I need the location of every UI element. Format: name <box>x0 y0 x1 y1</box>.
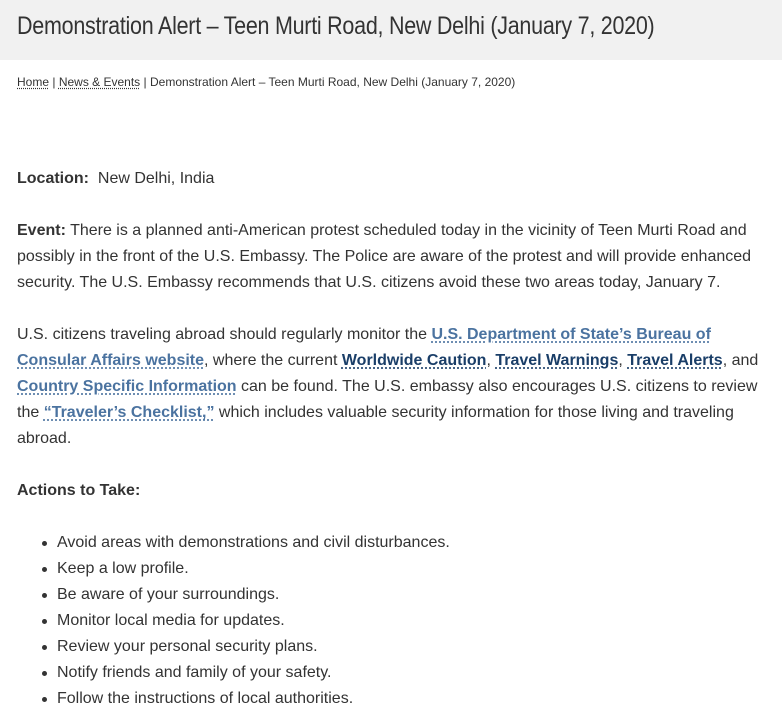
breadcrumb-current: Demonstration Alert – Teen Murti Road, New Delhi (January 7, 2020) <box>149 75 516 89</box>
list-item: Monitor local media for updates. <box>57 608 450 634</box>
page-title: Demonstration Alert – Teen Murti Road, New Delhi (January 7, 2020) <box>17 12 655 40</box>
list-item: Keep a low profile. <box>57 556 450 582</box>
travel-alerts-link[interactable]: Travel Alerts <box>627 352 723 369</box>
breadcrumb <box>17 75 515 89</box>
location-value: New Delhi, India <box>89 170 215 187</box>
monitor-text: , <box>486 352 496 369</box>
breadcrumb-separator: | <box>49 75 59 89</box>
location-label: Location: <box>17 170 89 187</box>
monitor-text: , where the current <box>204 352 342 369</box>
breadcrumb-home-link[interactable]: Home <box>17 75 50 89</box>
monitor-text: can be found. The U.S. embassy also encourages U.S. citizens to review the <box>17 378 758 421</box>
event-paragraph <box>17 218 767 296</box>
list-item: Avoid areas with demonstrations and civil disturbances. <box>57 530 450 556</box>
list-item: Review your personal security plans. <box>57 634 450 660</box>
monitor-paragraph <box>17 322 767 452</box>
country-specific-information-link[interactable]: Country Specific Information <box>17 378 237 395</box>
bureau-consular-affairs-link[interactable]: U.S. Department of State’s Bureau of Consular Affairs website <box>17 326 711 369</box>
monitor-text: which includes valuable security information for those living and traveling abroad. <box>17 404 734 447</box>
travelers-checklist-link[interactable]: “Traveler’s Checklist,” <box>43 404 215 421</box>
actions-list <box>17 530 450 712</box>
monitor-text: U.S. citizens traveling abroad should regularly monitor the <box>17 326 432 343</box>
travel-warnings-link[interactable]: Travel Warnings <box>495 352 619 369</box>
title-bar <box>0 0 782 60</box>
actions-heading: Actions to Take: <box>17 482 141 499</box>
list-item: Notify friends and family of your safety. <box>57 660 450 686</box>
event-label: Event: <box>17 222 66 239</box>
list-item: Follow the instructions of local authorities. <box>57 686 450 712</box>
breadcrumb-separator: | <box>140 75 150 89</box>
list-item: Be aware of your surroundings. <box>57 582 450 608</box>
monitor-text: , <box>618 352 628 369</box>
worldwide-caution-link[interactable]: Worldwide Caution <box>341 352 487 369</box>
breadcrumb-news-link[interactable]: News & Events <box>58 75 141 89</box>
location-paragraph <box>17 166 214 192</box>
monitor-text: , and <box>722 352 759 369</box>
event-text: There is a planned anti-American protest scheduled today in the vicinity of Teen Murti Road and possibly in the front of the U.S. Embassy. The Police are aware of the protest and will provide enhanced security. The U.S. Embassy recommends that U.S. citizens avoid these two areas today, January 7. <box>17 222 752 291</box>
